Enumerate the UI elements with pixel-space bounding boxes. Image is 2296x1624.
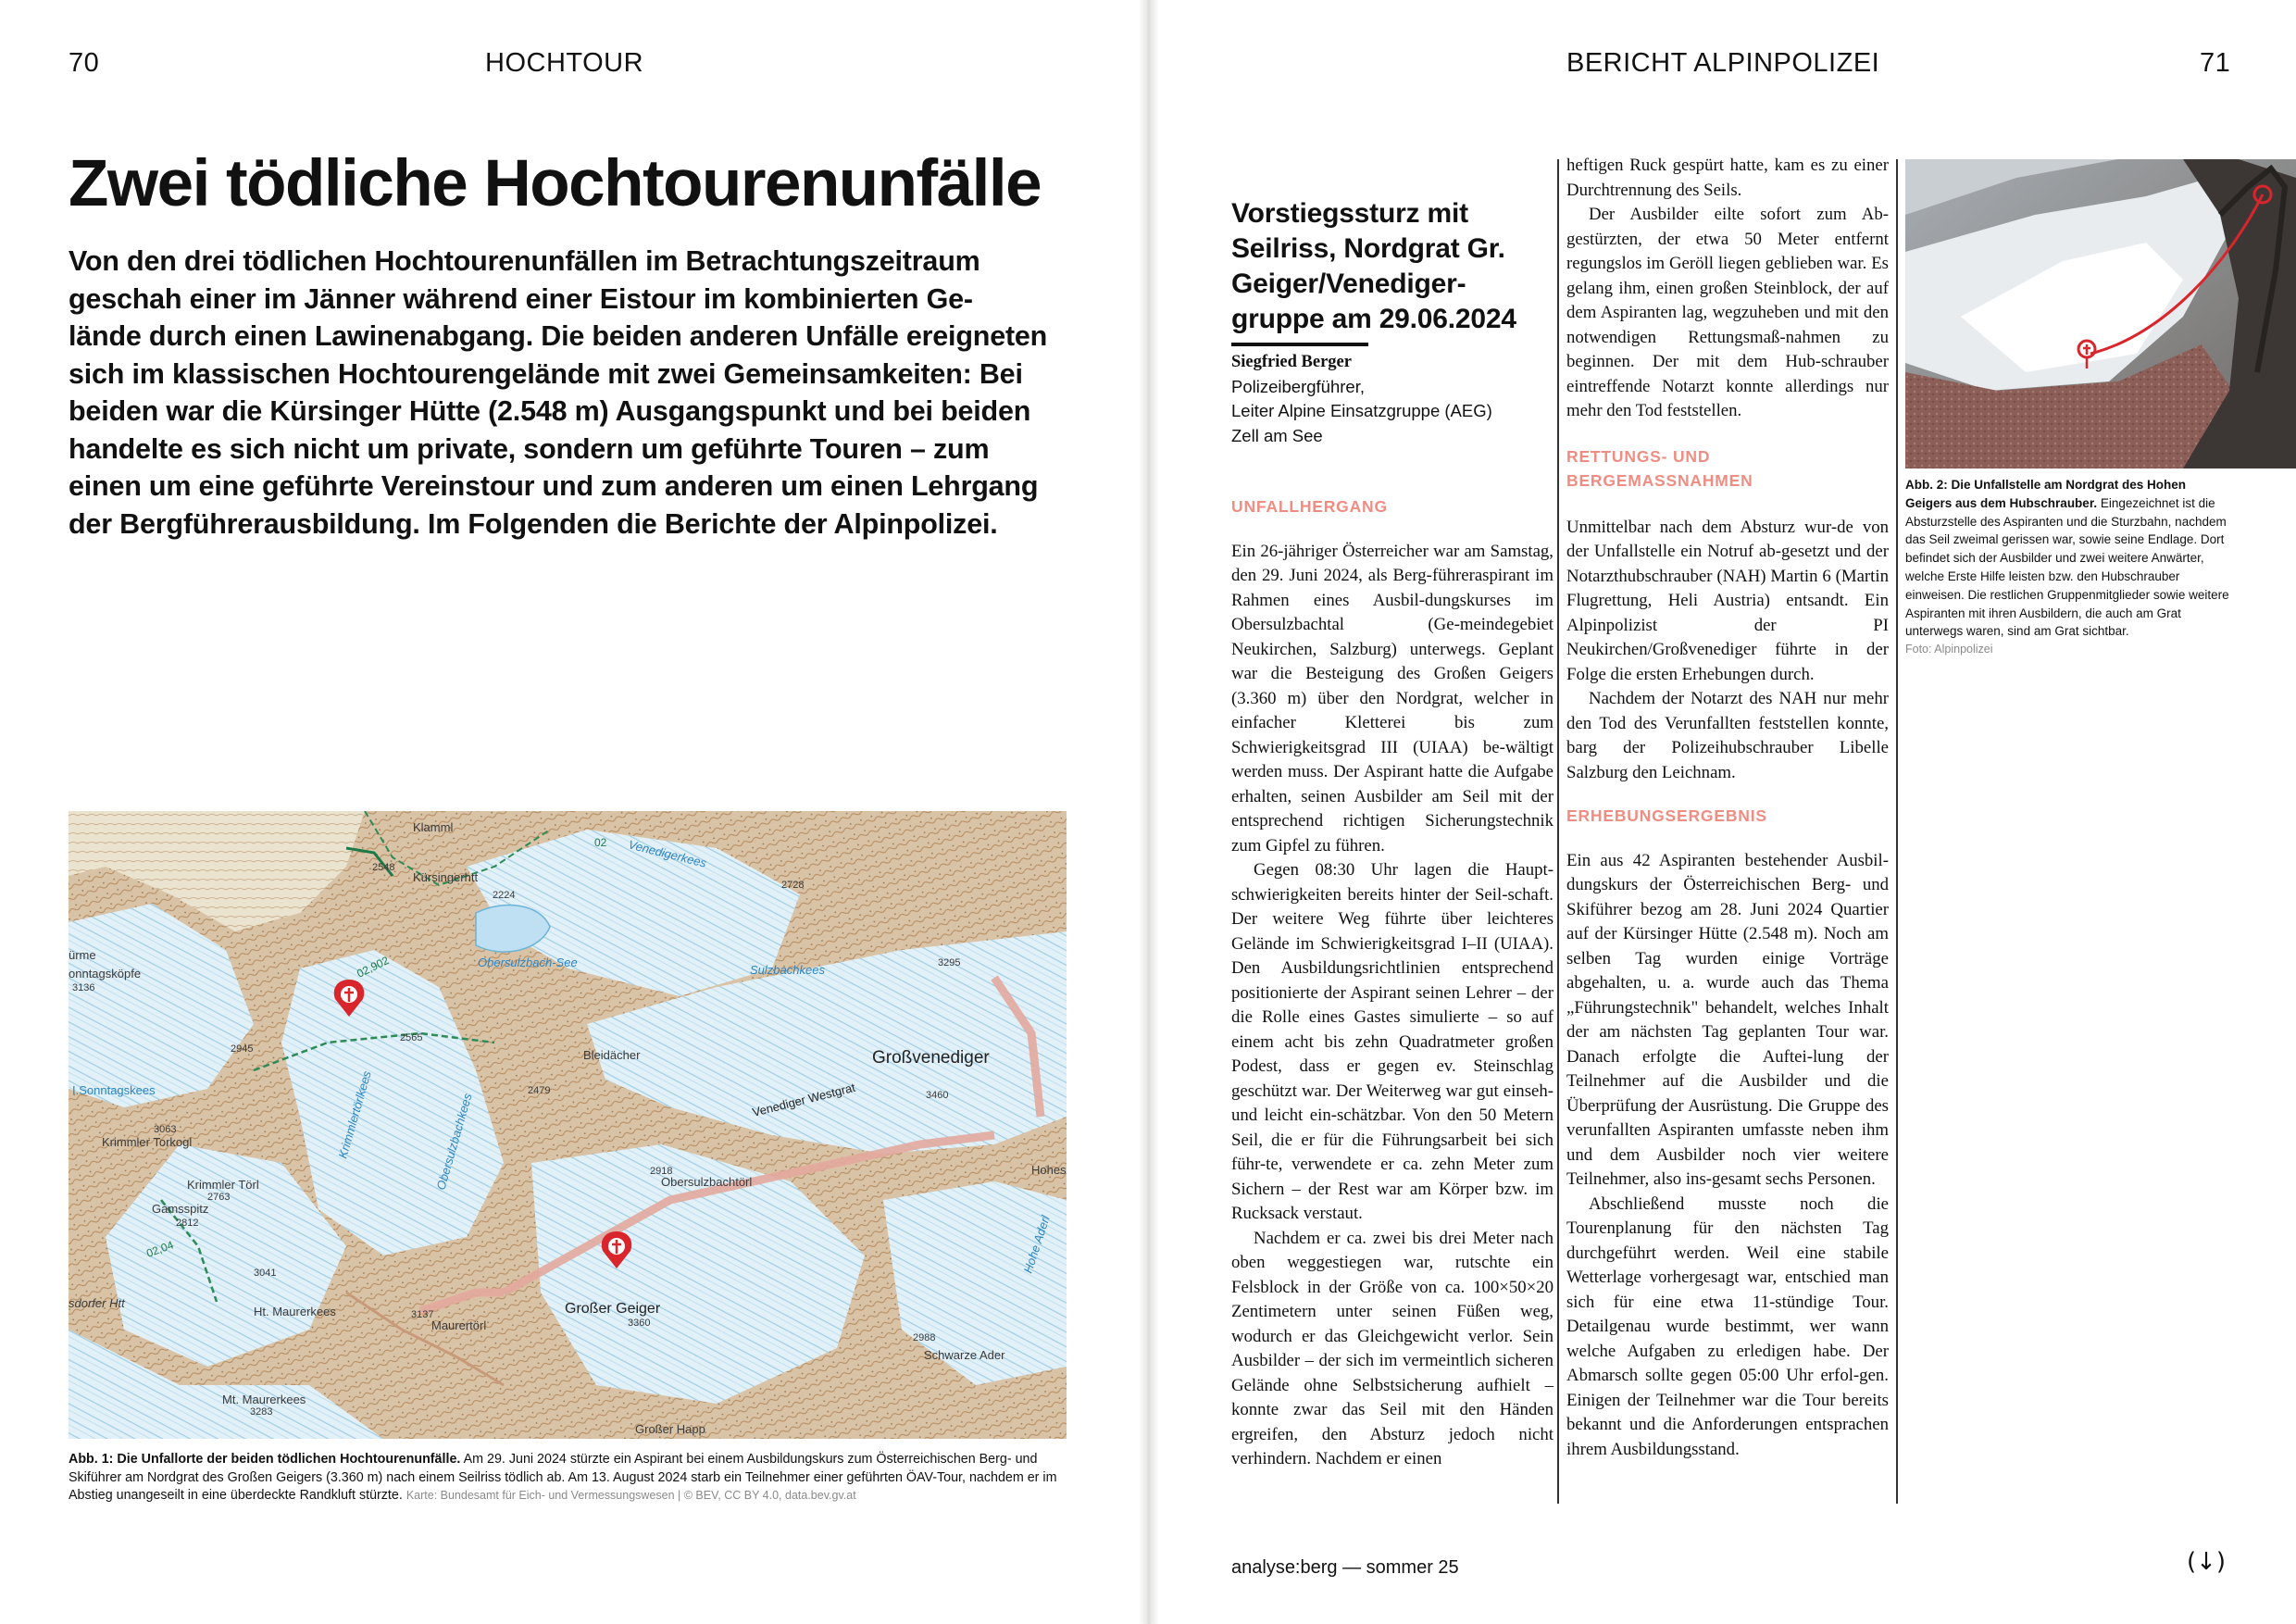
map-caption-text: Am 29. Juni 2024 stürzte ein Aspirant bei einem Ausbildungskurs zum Österreichischen Berg- und Skiführer am Nordgrat des Großen Geigers (3.360 m) nach einem Seilriss tödlich ab. Am 13. August 2024 starb ein Teilnehmer einer geführten ÖAV-Tour, nachdem er im Abstieg unangeseilt in eine überdeckte Randkluft stürzte. <box>69 1452 1057 1503</box>
map-label: Großer Geiger <box>565 1301 661 1317</box>
map-label: Obersulzbachtörl <box>661 1175 753 1189</box>
map-label: 2479 <box>528 1085 551 1096</box>
author-role: Leiter Alpine Einsatzgruppe (AEG) <box>1231 401 1492 420</box>
column-divider <box>1896 159 1898 1504</box>
map-label: 2224 <box>493 890 516 901</box>
paragraph: Ein 26-jähriger Österreicher war am Samstag, den 29. Juni 2024, als Berg-führeraspirant im Rahmen eines Ausbil-dungskurses im Obersulzbachtal (Ge-meindegebiet Neukirchen, Salzburg) unterwegs. Geplant war die Besteigung des Großen Geigers (3.360 m) über den Nordgrat, welcher in einfacher Kletterei bis zum Schwierigkeitsgrad III (UIAA) be-wältigt werden muss. Der Aspirant hatte die Aufgabe erhalten, seinen Ausbilder am Seil mit der entsprechend richtigen Sicherungstechnik zum Gipfel zu führen. <box>1231 541 1554 856</box>
map-label: Krimmler Torkogl <box>102 1135 193 1149</box>
map-label: Hohe Aderl <box>1020 1213 1053 1275</box>
map-label: Maurertörl <box>431 1318 487 1332</box>
map-label: Gamsspitz <box>152 1202 209 1216</box>
accident-photo <box>1905 159 2296 468</box>
map-label: 2918 <box>650 1166 673 1177</box>
section-heading: ERHEBUNGSERGEBNIS <box>1566 806 1767 825</box>
photo-graphic <box>1905 159 2296 468</box>
map-label: 3136 <box>72 982 95 993</box>
map-label: Schwarze Ader <box>924 1348 1005 1362</box>
map-label: 3041 <box>254 1268 277 1279</box>
photo-caption-text: Eingezeichnet ist die Absturzstelle des Aspiranten und die Sturzbahn, nachdem das Seil zweimal gerissen war, sowie seine Endlage. Dort befindet sich der Ausbilder und zwei weitere Anwärter, welche Erste Hilfe leisten bzw. den Hubschrauber einweisen. Die restlichen Gruppenmitglieder sowie weitere Aspiranten mit ihren Ausbildern, die auch am Grat unterwegs waren, sind am Grat sichtbar. <box>1905 495 2229 639</box>
map-label: Sulzbachkees <box>750 963 825 977</box>
lede-line: Von den drei tödlichen Hochtourenunfällen im Betrachtungszeitraum <box>69 245 980 277</box>
paragraph: Abschließend musste noch die Tourenplanung für den nächsten Tag durchgeführt werden. Weil eine stabile Wetterlage vorhergesagt war, entschied man sich für eine etwa 11-stündige Tour. Detailgenau wurde bestimmt, wer wann welche Aufgaben zu erledigen habe. Der Abmarsch sollte gegen 05:00 Uhr erfol-gen. Einigen der Teilnehmer war die Tour bereits bekannt und die Anforderungen entsprachen ihrem Ausbildungsstand. <box>1566 1193 1889 1459</box>
lede-line: handelte es sich nicht um private, sondern um geführte Touren – zum <box>69 432 990 465</box>
map-label: 3295 <box>938 957 961 968</box>
paragraph: Der Ausbilder eilte sofort zum Ab-gestürzten, der etwa 50 Meter entfernt regungslos im Geröll liegen geblieben war. Es gelang ihm, einen großen Steinblock, der auf dem Aspiranten lag, wegzuheben und mit den notwendigen Rettungsmaß-nahmen zu beginnen. Der mit dem Hub-schrauber eintreffende Notarzt konnte allerdings nur mehr den Tod feststellen. <box>1566 205 1889 420</box>
map-label: 3360 <box>628 1318 651 1329</box>
article-column-2 <box>1566 154 1889 1462</box>
title-rule <box>1231 343 1368 346</box>
lede-line: sich im klassischen Hochtourengelände mit zwei Gemeinsamkeiten: Bei <box>69 357 1023 390</box>
magazine-footer: analyse:berg — sommer 25 <box>1231 1557 1459 1578</box>
page-headline: Zwei tödliche Hochtourenunfälle <box>69 147 1042 220</box>
author-role: Polizeibergführer, <box>1231 376 1365 396</box>
map-label: Venediger Westgrat <box>751 1080 857 1119</box>
map-label: Krimmlertörlkees <box>335 1068 374 1160</box>
map-label: 3460 <box>926 1090 949 1101</box>
paragraph: Ein aus 42 Aspiranten bestehender Ausbil-dungskurs der Österreichischen Berg- und Skiführer bezog am 28. Juni 2024 Quartier auf der Kürsinger Hütte (2.548 m). Noch am selben Tag wurden einige Vorträge abgehalten, u. a. wurde auch das Thema „Führungstechnik" behandelt, welches Inhalt der am nächsten Tag geplanten Tour war. Danach erfolgte die Auftei-lung der Teilnehmer auf die Ausbilder und die Überprüfung der Ausrüstung. Die Gruppe des verunfallten Aspiranten umfasste neben ihm und dem Ausbilder noch vier weitere Teilnehmer, also ins-gesamt sechs Personen. <box>1566 850 1889 1189</box>
map-label: Großvenediger <box>872 1048 990 1068</box>
map-label: onntagsköpfe <box>69 967 142 981</box>
map-label: Venedigerkees <box>627 837 708 870</box>
lede-line: geschah einer im Jänner während einer Eistour im kombinierten Ge- <box>69 282 973 315</box>
left-page <box>0 0 1144 1624</box>
section-heading: RETTUNGS- UND BERGEMASSNAHMEN <box>1566 446 1753 490</box>
map-label: 02 <box>594 836 607 849</box>
paragraph: heftigen Ruck gespürt hatte, kam es zu einer Durchtrennung des Seils. <box>1566 156 1889 200</box>
map-label: 3137 <box>411 1309 434 1320</box>
map-label: 2548 <box>372 862 395 873</box>
map-label: 2565 <box>400 1032 423 1043</box>
map-label: Kürsingerhtt <box>413 870 479 884</box>
map-label: 3283 <box>250 1406 273 1418</box>
map-label: Klamml <box>413 820 454 834</box>
article-column-1 <box>1231 494 1554 1472</box>
paragraph: Nachdem der Notarzt des NAH nur mehr den Tod des Verunfallten feststellen konnte, barg der Polizeihubschrauber Libelle Salzburg den Leichnam. <box>1566 689 1889 782</box>
map-label: Obersulzbachkees <box>433 1092 475 1192</box>
page-number-left: 70 <box>69 48 100 78</box>
map-label: 02,04 <box>144 1238 176 1260</box>
map-label: Hohes <box>1031 1163 1067 1177</box>
map-label: Ht. Maurerkees <box>254 1305 336 1318</box>
lede-line: der Bergführerausbildung. Im Folgenden die Berichte der Alpinpolizei. <box>69 507 998 540</box>
section-label-left: HOCHTOUR <box>485 48 644 78</box>
author-name: Siegfried Berger <box>1231 353 1352 371</box>
page-number-right: 71 <box>2200 48 2231 78</box>
map-label: I.Sonntagskees <box>72 1083 156 1097</box>
paragraph: Unmittelbar nach dem Absturz wur-de von der Unfallstelle ein Notruf ab-gesetzt und der Notarzthubschrauber (NAH) Martin 6 (Martin Flugrettung, Heli Austria) entsandt. Ein Alpinpolizist der PI Neukirchen/Großvenediger führte in der Folge die ersten Erhebungen durch. <box>1566 517 1889 684</box>
photo-caption <box>1905 476 2231 659</box>
lede-line: lände durch einen Lawinenabgang. Die beiden anderen Unfälle ereigneten <box>69 320 1048 352</box>
lede-line: einen um eine geführte Vereinstour und zum anderen um einen Lehrgang <box>69 470 1039 502</box>
section-heading: UNFALLHERGANG <box>1231 497 1388 516</box>
map-label: Großer Happ <box>635 1422 705 1436</box>
photo-credit: Foto: Alpinpolizei <box>1905 643 1993 656</box>
map-label: 2728 <box>781 880 805 891</box>
topographic-map <box>69 811 1067 1439</box>
map-label: ürme <box>69 948 96 962</box>
paragraph: Gegen 08:30 Uhr lagen die Haupt-schwierigkeiten bereits hinter der Seil-schaft. Der weitere Weg führte über leichteres Gelände im Schwierigkeitsgrad I–II (UIAA). Den Ausbildungsrichtlinien entsprechend positionierte der Aspirant seinen Lehrer – der die Rolle eines Gastes simulierte – so auf einem acht bis zehn Quadratmeter großen Podest, dass er gegen ev. Steinschlag geschützt war. Der Weiterweg war gut einseh- und leicht ein-schätzbar. Von den 50 Metern Seil, die er für die Führungsarbeit bei sich führ-te, verwendete er ca. zehn Meter zum Sichern – der Rest war am Körper bzw. im Rucksack verstaut. <box>1231 860 1554 1223</box>
section-label-right: BERICHT ALPINPOLIZEI <box>1566 48 1880 78</box>
book-gutter <box>1139 0 1159 1624</box>
byline <box>1231 350 1555 448</box>
scroll-down-icon[interactable]: (↓) <box>2187 1548 2227 1576</box>
map-label: Bleidächer <box>583 1048 641 1062</box>
lede-paragraph <box>69 243 1096 543</box>
map-label: Mt. Maurerkees <box>222 1393 306 1406</box>
map-label: Obersulzbach-See <box>478 956 578 969</box>
column-divider <box>1557 159 1559 1504</box>
map-label: sdorfer Htt <box>69 1296 125 1310</box>
photo-caption-title: Abb. 2: Die Unfallstelle am Nordgrat des Hohen Geigers aus dem Hubschrauber. <box>1905 478 2187 510</box>
map-label: 2812 <box>176 1218 199 1229</box>
map-label: 2945 <box>231 1043 254 1055</box>
map-caption-title: Abb. 1: Die Unfallorte der beiden tödlichen Hochtourenunfälle. <box>69 1452 461 1467</box>
lede-line: beiden war die Kürsinger Hütte (2.548 m) Ausgangspunkt und bei beiden <box>69 395 1031 427</box>
author-place: Zell am See <box>1231 425 1323 445</box>
map-label: 2763 <box>207 1192 231 1203</box>
map-label: 02,902 <box>355 954 392 981</box>
paragraph: Nachdem er ca. zwei bis drei Meter nach oben weggestiegen war, rutschte ein Felsblock in der Größe von ca. 100×50×20 Zentimetern unter seinen Füßen weg, wodurch er das Gleichgewicht verlor. Sein Ausbilder – der sich im vermeintlich sicheren Gelände ohne Selbstsicherung aufhielt – konnte zwar das Seil mit den Händen ergreifen, den Absturz jedoch nicht verhindern. Nachdem er einen <box>1231 1228 1554 1468</box>
map-graphic <box>69 811 1067 1439</box>
article-title: Vorstiegssturz mit Seilriss, Nordgrat Gr. Geiger/Venediger-gruppe am 29.06.2024 <box>1231 198 1516 334</box>
map-label: 3063 <box>154 1124 177 1135</box>
map-label: 2988 <box>913 1332 936 1343</box>
map-caption <box>69 1451 1078 1505</box>
map-label: Krimmler Törl <box>187 1178 259 1192</box>
map-caption-credit: Karte: Bundesamt für Eich- und Vermessungswesen | © BEV, CC BY 4.0, data.bev.gv.at <box>406 1489 856 1502</box>
